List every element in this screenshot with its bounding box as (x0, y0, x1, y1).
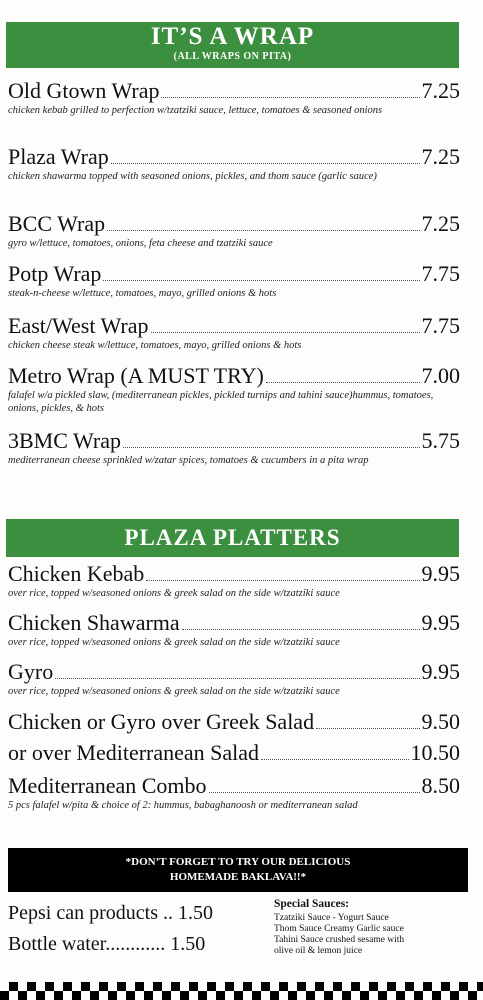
checkered-border (0, 982, 483, 1000)
item-price: 9.95 (421, 659, 460, 684)
leader-dots (55, 678, 419, 679)
menu-item-metro-wrap (8, 364, 460, 415)
item-price: 7.25 (421, 144, 460, 169)
drink-pepsi: Pepsi can products .. 1.50 (8, 902, 213, 924)
item-name: East/West Wrap (8, 313, 149, 338)
item-name: Potp Wrap (8, 261, 102, 286)
item-price: 7.25 (421, 211, 460, 236)
item-name: or over Mediterranean Salad (8, 740, 260, 765)
item-name: Old Gtown Wrap (8, 78, 160, 103)
item-name: Chicken Shawarma (8, 610, 180, 635)
sauces-heading: Special Sauces: (274, 898, 350, 910)
item-name: Chicken Kebab (8, 561, 145, 586)
item-description: over rice, topped w/seasoned onions & greek salad on the side w/tzatziki sauce (8, 686, 340, 697)
wraps-subtitle: (ALL WRAPS ON PITA) (173, 51, 292, 62)
item-description: gyro w/lettuce, tomatoes, onions, feta cheese and tzatziki sauce (8, 238, 273, 249)
item-description: chicken kebab grilled to perfection w/tzatziki sauce, lettuce, tomatoes & seasoned onions (8, 105, 383, 116)
item-name: 3BMC Wrap (8, 428, 121, 453)
item-name: Plaza Wrap (8, 144, 109, 169)
item-name: Metro Wrap (A MUST TRY) (8, 363, 264, 388)
item-description: mediterranean cheese sprinkled w/zatar spices, tomatoes & cucumbers in a pita wrap (8, 455, 369, 466)
leader-dots (209, 792, 420, 793)
item-price: 10.50 (410, 740, 460, 765)
sauce-line: Thom Sauce Creamy Garlic sauce (274, 924, 404, 934)
item-name: BCC Wrap (8, 211, 106, 236)
item-description: over rice, topped w/seasoned onions & greek salad on the side w/tzatziki sauce (8, 637, 340, 648)
leader-dots (111, 163, 420, 164)
platters-section-banner (6, 519, 459, 557)
item-price: 7.75 (421, 261, 460, 286)
item-description: steak-n-cheese w/lettuce, tomatoes, mayo, grilled onions & hots (8, 288, 277, 299)
item-price: 9.50 (421, 709, 460, 734)
leader-dots (146, 580, 419, 581)
item-price: 7.25 (421, 78, 460, 103)
leader-dots (107, 230, 419, 231)
menu-item-mediterranean-salad (8, 741, 460, 765)
menu-item-old-gtown-wrap (8, 79, 460, 117)
item-price: 7.75 (421, 313, 460, 338)
leader-dots (261, 759, 408, 760)
menu-item-bcc-wrap (8, 212, 460, 250)
item-description: over rice, topped w/seasoned onions & greek salad on the side w/tzatziki sauce (8, 588, 340, 599)
wraps-section-banner (6, 22, 459, 68)
item-name: Gyro (8, 659, 54, 684)
item-description: chicken cheese steak w/lettuce, tomatoes, mayo, grilled onions & hots (8, 340, 302, 351)
baklava-notice (8, 848, 468, 892)
item-description: falafel w/a pickled slaw, (mediterranean pickles, pickled turnips and tahini sauce)hummus, tomatoes, onions, pickles, & hots (8, 390, 434, 414)
menu-item-plaza-wrap (8, 145, 460, 183)
notice-line-2: HOMEMADE BAKLAVA!!* (169, 871, 307, 883)
special-sauces (274, 897, 474, 957)
item-name: Chicken or Gyro over Greek Salad (8, 709, 315, 734)
item-price: 8.50 (421, 773, 460, 798)
menu-item-greek-salad (8, 710, 460, 734)
leader-dots (266, 382, 420, 383)
sauce-line: Tahini Sauce crushed sesame with (274, 935, 405, 945)
leader-dots (123, 447, 420, 448)
wraps-title: IT’S A WRAP (150, 23, 315, 50)
menu-item-3bmc-wrap (8, 429, 460, 467)
item-price: 9.95 (421, 561, 460, 586)
item-price: 7.00 (421, 363, 460, 388)
sauce-line: olive oil & lemon juice (274, 946, 363, 956)
item-description: chicken shawarma topped with seasoned onions, pickles, and thom sauce (garlic sauce) (8, 171, 377, 182)
menu-item-chicken-kebab (8, 562, 460, 600)
leader-dots (161, 97, 419, 98)
menu-item-mediterranean-combo (8, 774, 460, 812)
item-price: 5.75 (421, 428, 460, 453)
leader-dots (151, 332, 420, 333)
leader-dots (103, 280, 419, 281)
platters-title: PLAZA PLATTERS (124, 525, 341, 550)
menu-item-chicken-shawarma (8, 611, 460, 649)
menu-item-potp-wrap (8, 262, 460, 300)
menu-item-east-west-wrap (8, 314, 460, 352)
item-description: 5 pcs falafel w/pita & choice of 2: hummus, babaghanoosh or mediterranean salad (8, 800, 358, 811)
item-name: Mediterranean Combo (8, 773, 207, 798)
drink-bottle-water: Bottle water............ 1.50 (8, 933, 206, 955)
notice-line-1: *DON’T FORGET TO TRY OUR DELICIOUS (125, 856, 351, 868)
leader-dots (316, 728, 419, 729)
sauce-line: Tzatziki Sauce - Yogurt Sauce (274, 913, 389, 923)
leader-dots (182, 629, 420, 630)
menu-item-gyro (8, 660, 460, 698)
item-price: 9.95 (421, 610, 460, 635)
